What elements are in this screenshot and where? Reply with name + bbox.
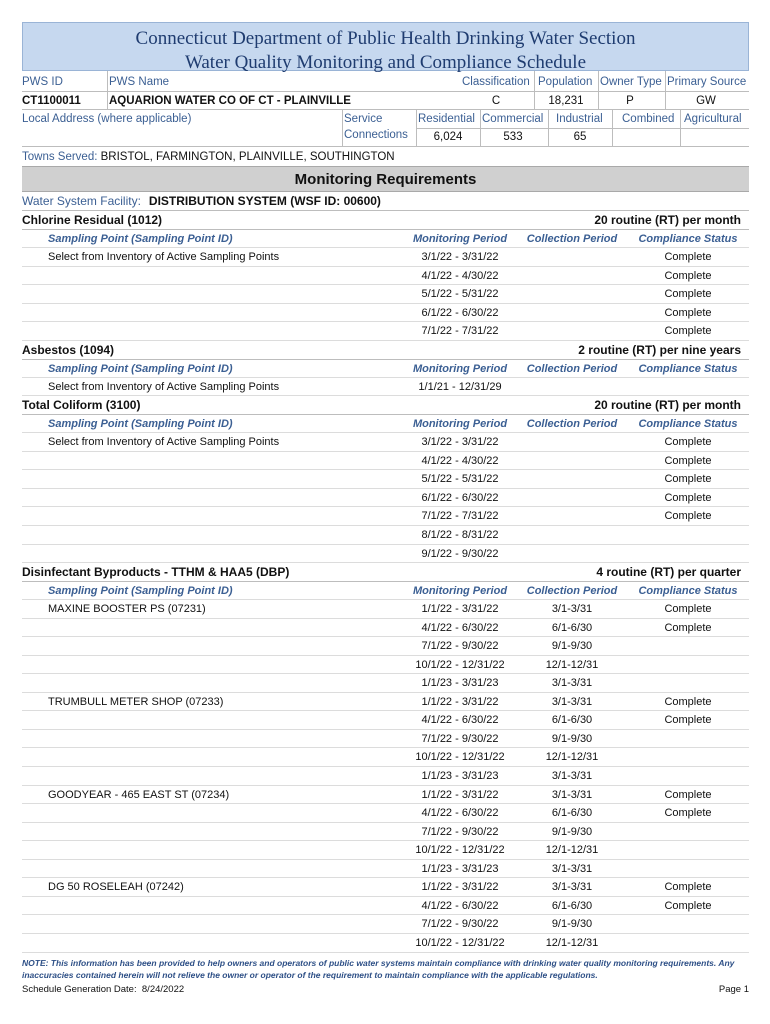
monitoring-period: 7/1/22 - 9/30/22 — [421, 825, 499, 838]
column-headers — [22, 360, 749, 378]
divider — [22, 146, 749, 147]
compliance-status: Complete — [664, 454, 712, 467]
section-name: Chlorine Residual (1012) — [22, 213, 163, 227]
owner-type-label: Owner Type — [600, 76, 662, 88]
agricultural-label: Agricultural — [684, 113, 742, 125]
column-headers — [22, 415, 749, 433]
table-row — [22, 545, 749, 564]
table-row — [22, 711, 749, 730]
monitoring-period: 1/1/22 - 3/31/22 — [421, 695, 499, 708]
industrial-label: Industrial — [556, 113, 603, 125]
monitoring-section — [22, 563, 749, 952]
section-frequency: 20 routine (RT) per month — [594, 213, 741, 227]
monitoring-period: 4/1/22 - 6/30/22 — [421, 714, 499, 727]
divider — [612, 109, 613, 146]
classification-value: C — [491, 95, 501, 107]
compliance-status: Complete — [664, 695, 712, 708]
col-sampling-point: Sampling Point (Sampling Point ID) — [48, 362, 233, 375]
monitoring-sections — [22, 211, 749, 953]
residential-label: Residential — [418, 113, 475, 125]
collection-period: 12/1-12/31 — [545, 936, 599, 949]
local-address-label: Local Address (where applicable) — [22, 113, 192, 125]
monitoring-period: 6/1/22 - 6/30/22 — [421, 491, 499, 504]
facility-value: DISTRIBUTION SYSTEM (WSF ID: 00600) — [148, 194, 381, 208]
commercial-label: Commercial — [482, 113, 544, 125]
monitoring-period: 10/1/22 - 12/31/22 — [415, 844, 505, 857]
monitoring-period: 1/1/22 - 3/31/22 — [421, 603, 499, 616]
monitoring-period: 4/1/22 - 6/30/22 — [421, 621, 499, 634]
collection-period: 12/1-12/31 — [545, 751, 599, 764]
divider — [598, 71, 599, 109]
monitoring-period: 7/1/22 - 9/30/22 — [421, 640, 499, 653]
monitoring-period: 8/1/22 - 8/31/22 — [421, 529, 499, 542]
generation-date-label: Schedule Generation Date: — [22, 984, 137, 995]
monitoring-period: 1/1/22 - 3/31/22 — [421, 788, 499, 801]
table-row — [22, 285, 749, 304]
col-sampling-point: Sampling Point (Sampling Point ID) — [48, 233, 233, 245]
section-frequency: 4 routine (RT) per quarter — [596, 565, 741, 580]
col-collection-period: Collection Period — [526, 362, 618, 375]
table-row — [22, 267, 749, 286]
table-row — [22, 897, 749, 916]
collection-period: 6/1-6/30 — [551, 807, 593, 820]
divider — [416, 128, 749, 129]
title-banner — [22, 22, 749, 71]
pws-name-value: AQUARION WATER CO OF CT - PLAINVILLE — [109, 95, 351, 107]
monitoring-period: 4/1/22 - 6/30/22 — [421, 899, 499, 912]
collection-period: 6/1-6/30 — [551, 714, 593, 727]
monitoring-period: 5/1/22 - 5/31/22 — [421, 473, 499, 486]
monitoring-section — [22, 396, 749, 563]
section-name: Asbestos (1094) — [22, 342, 115, 357]
monitoring-period: 9/1/22 - 9/30/22 — [421, 547, 499, 560]
divider — [548, 109, 549, 146]
collection-period: 3/1-3/31 — [551, 788, 593, 801]
table-row — [22, 915, 749, 934]
table-row — [22, 841, 749, 860]
section-frequency: 20 routine (RT) per month — [594, 398, 741, 413]
divider — [480, 109, 481, 146]
section-header — [22, 341, 749, 360]
monitoring-period: 1/1/23 - 3/31/23 — [421, 677, 499, 690]
generation-date — [22, 984, 184, 995]
collection-period: 3/1-3/31 — [551, 862, 593, 875]
table-row — [22, 637, 749, 656]
collection-period: 6/1-6/30 — [551, 621, 593, 634]
pws-name-label: PWS Name — [109, 76, 170, 88]
collection-period: 9/1-9/30 — [551, 918, 593, 931]
table-row — [22, 378, 749, 397]
industrial-value: 65 — [573, 131, 587, 143]
compliance-status: Complete — [664, 807, 712, 820]
monitoring-period: 1/1/23 - 3/31/23 — [421, 770, 499, 783]
monitoring-period: 1/1/21 - 12/31/29 — [418, 380, 502, 393]
monitoring-period: 4/1/22 - 4/30/22 — [421, 269, 499, 282]
monitoring-period: 10/1/22 - 12/31/22 — [415, 658, 505, 671]
residential-value: 6,024 — [433, 131, 463, 143]
monitoring-period: 1/1/22 - 3/31/22 — [421, 881, 499, 894]
page-number: Page 1 — [718, 984, 749, 995]
monitoring-period: 5/1/22 - 5/31/22 — [421, 288, 499, 301]
column-headers — [22, 230, 749, 248]
sampling-point: TRUMBULL METER SHOP (07233) — [48, 695, 224, 708]
col-monitoring-period: Monitoring Period — [412, 418, 508, 431]
compliance-status: Complete — [664, 621, 712, 634]
towns-served — [22, 148, 395, 166]
collection-period: 3/1-3/31 — [551, 695, 593, 708]
table-row — [22, 304, 749, 323]
monitoring-section — [22, 211, 749, 341]
divider — [534, 71, 535, 109]
sampling-point: DG 50 ROSELEAH (07242) — [48, 881, 184, 894]
col-monitoring-period: Monitoring Period — [412, 362, 508, 375]
divider — [22, 109, 749, 110]
collection-period: 12/1-12/31 — [545, 658, 599, 671]
compliance-status: Complete — [664, 899, 712, 912]
table-row — [22, 489, 749, 508]
table-row — [22, 526, 749, 545]
col-compliance-status: Compliance Status — [638, 418, 738, 431]
table-row — [22, 656, 749, 675]
monitoring-period: 7/1/22 - 7/31/22 — [421, 510, 499, 523]
sampling-point: Select from Inventory of Active Sampling Points — [48, 251, 280, 263]
col-monitoring-period: Monitoring Period — [412, 585, 508, 598]
table-row — [22, 878, 749, 897]
owner-type-value: P — [626, 95, 634, 107]
compliance-status: Complete — [664, 491, 712, 504]
col-collection-period: Collection Period — [526, 233, 618, 245]
table-row — [22, 322, 749, 341]
section-name: Disinfectant Byproducts - TTHM & HAA5 (DBP) — [22, 565, 290, 580]
facility-label: Water System Facility: — [22, 194, 141, 208]
title-line-1: Connecticut Department of Public Health Drinking Water Section — [135, 28, 636, 49]
primary-source-label: Primary Source — [667, 76, 747, 88]
table-row — [22, 730, 749, 749]
table-row — [22, 823, 749, 842]
disclaimer-note: NOTE: This information has been provided to help owners and operators of public water systems maintain compliance with drinking water quality monitoring requirements. Any inaccuracies contained herein will not relieve the owner or operator of the requirement to maintain compliance with the applicable regulations. — [22, 958, 735, 980]
sampling-point: GOODYEAR - 465 EAST ST (07234) — [48, 788, 230, 801]
collection-period: 6/1-6/30 — [551, 899, 593, 912]
divider — [416, 109, 417, 146]
system-info — [22, 71, 749, 198]
collection-period: 9/1-9/30 — [551, 732, 593, 745]
section-header — [22, 563, 749, 582]
commercial-value: 533 — [503, 131, 523, 143]
col-compliance-status: Compliance Status — [638, 233, 738, 245]
table-row — [22, 433, 749, 452]
table-row — [22, 786, 749, 805]
monitoring-period: 7/1/22 - 9/30/22 — [421, 918, 499, 931]
monitoring-period: 4/1/22 - 6/30/22 — [421, 807, 499, 820]
monitoring-period: 7/1/22 - 9/30/22 — [421, 732, 499, 745]
table-row — [22, 934, 749, 953]
section-frequency: 2 routine (RT) per nine years — [578, 342, 741, 357]
table-row — [22, 470, 749, 489]
compliance-status: Complete — [664, 473, 712, 486]
collection-period: 9/1-9/30 — [551, 825, 593, 838]
table-row — [22, 804, 749, 823]
monitoring-period: 3/1/22 - 3/31/22 — [421, 436, 499, 449]
monitoring-period: 7/1/22 - 7/31/22 — [421, 325, 499, 338]
classification-label: Classification — [462, 76, 530, 88]
table-row — [22, 860, 749, 879]
collection-period: 9/1-9/30 — [551, 640, 593, 653]
col-compliance-status: Compliance Status — [638, 585, 738, 598]
schedule-page — [22, 22, 749, 953]
monitoring-period: 3/1/22 - 3/31/22 — [421, 251, 499, 263]
population-value: 18,231 — [548, 95, 584, 107]
sampling-point: Select from Inventory of Active Sampling Points — [48, 436, 280, 449]
table-row — [22, 693, 749, 712]
col-compliance-status: Compliance Status — [638, 362, 738, 375]
towns-label: Towns Served: — [22, 151, 98, 163]
pws-id-label: PWS ID — [22, 76, 63, 88]
collection-period: 3/1-3/31 — [551, 603, 593, 616]
table-row — [22, 248, 749, 267]
col-monitoring-period: Monitoring Period — [412, 233, 508, 245]
monitoring-period: 10/1/22 - 12/31/22 — [415, 751, 505, 764]
monitoring-section — [22, 341, 749, 397]
section-header — [22, 396, 749, 415]
table-row — [22, 507, 749, 526]
towns-value: BRISTOL, FARMINGTON, PLAINVILLE, SOUTHINGTON — [100, 151, 395, 163]
generation-date-value: 8/24/2022 — [141, 984, 185, 995]
compliance-status: Complete — [664, 251, 712, 263]
monitoring-period: 10/1/22 - 12/31/22 — [415, 936, 505, 949]
table-row — [22, 767, 749, 786]
compliance-status: Complete — [664, 881, 712, 894]
compliance-status: Complete — [664, 714, 712, 727]
compliance-status: Complete — [664, 603, 712, 616]
section-name: Total Coliform (3100) — [22, 398, 141, 413]
title-line-2: Water Quality Monitoring and Compliance Schedule — [184, 52, 587, 73]
compliance-status: Complete — [664, 288, 712, 301]
service-label: Service — [344, 113, 383, 125]
table-row — [22, 674, 749, 693]
divider — [22, 91, 749, 92]
divider — [665, 71, 666, 109]
divider — [680, 109, 681, 146]
col-sampling-point: Sampling Point (Sampling Point ID) — [48, 418, 233, 431]
combined-label: Combined — [622, 113, 675, 125]
monitoring-period: 4/1/22 - 4/30/22 — [421, 454, 499, 467]
sampling-point: MAXINE BOOSTER PS (07231) — [48, 603, 206, 616]
population-label: Population — [538, 76, 593, 88]
compliance-status: Complete — [664, 269, 712, 282]
compliance-status: Complete — [664, 306, 712, 319]
pws-id-value: CT1100011 — [22, 95, 81, 107]
section-header — [22, 211, 749, 230]
compliance-status: Complete — [664, 788, 712, 801]
monitoring-period: 1/1/23 - 3/31/23 — [421, 862, 499, 875]
col-collection-period: Collection Period — [526, 418, 618, 431]
divider — [107, 71, 108, 109]
monitoring-requirements-heading: Monitoring Requirements — [22, 166, 749, 192]
collection-period: 12/1-12/31 — [545, 844, 599, 857]
collection-period: 3/1-3/31 — [551, 881, 593, 894]
table-row — [22, 619, 749, 638]
collection-period: 3/1-3/31 — [551, 677, 593, 690]
column-headers — [22, 582, 749, 600]
col-collection-period: Collection Period — [526, 585, 618, 598]
collection-period: 3/1-3/31 — [551, 770, 593, 783]
connections-label: Connections — [344, 129, 408, 141]
table-row — [22, 600, 749, 619]
primary-source-value: GW — [696, 95, 716, 107]
divider — [342, 109, 343, 146]
table-row — [22, 748, 749, 767]
table-row — [22, 452, 749, 471]
compliance-status: Complete — [664, 510, 712, 523]
compliance-status: Complete — [664, 436, 712, 449]
compliance-status: Complete — [664, 325, 712, 338]
monitoring-period: 6/1/22 - 6/30/22 — [421, 306, 499, 319]
col-sampling-point: Sampling Point (Sampling Point ID) — [48, 585, 233, 598]
sampling-point: Select from Inventory of Active Sampling Points — [48, 380, 280, 393]
